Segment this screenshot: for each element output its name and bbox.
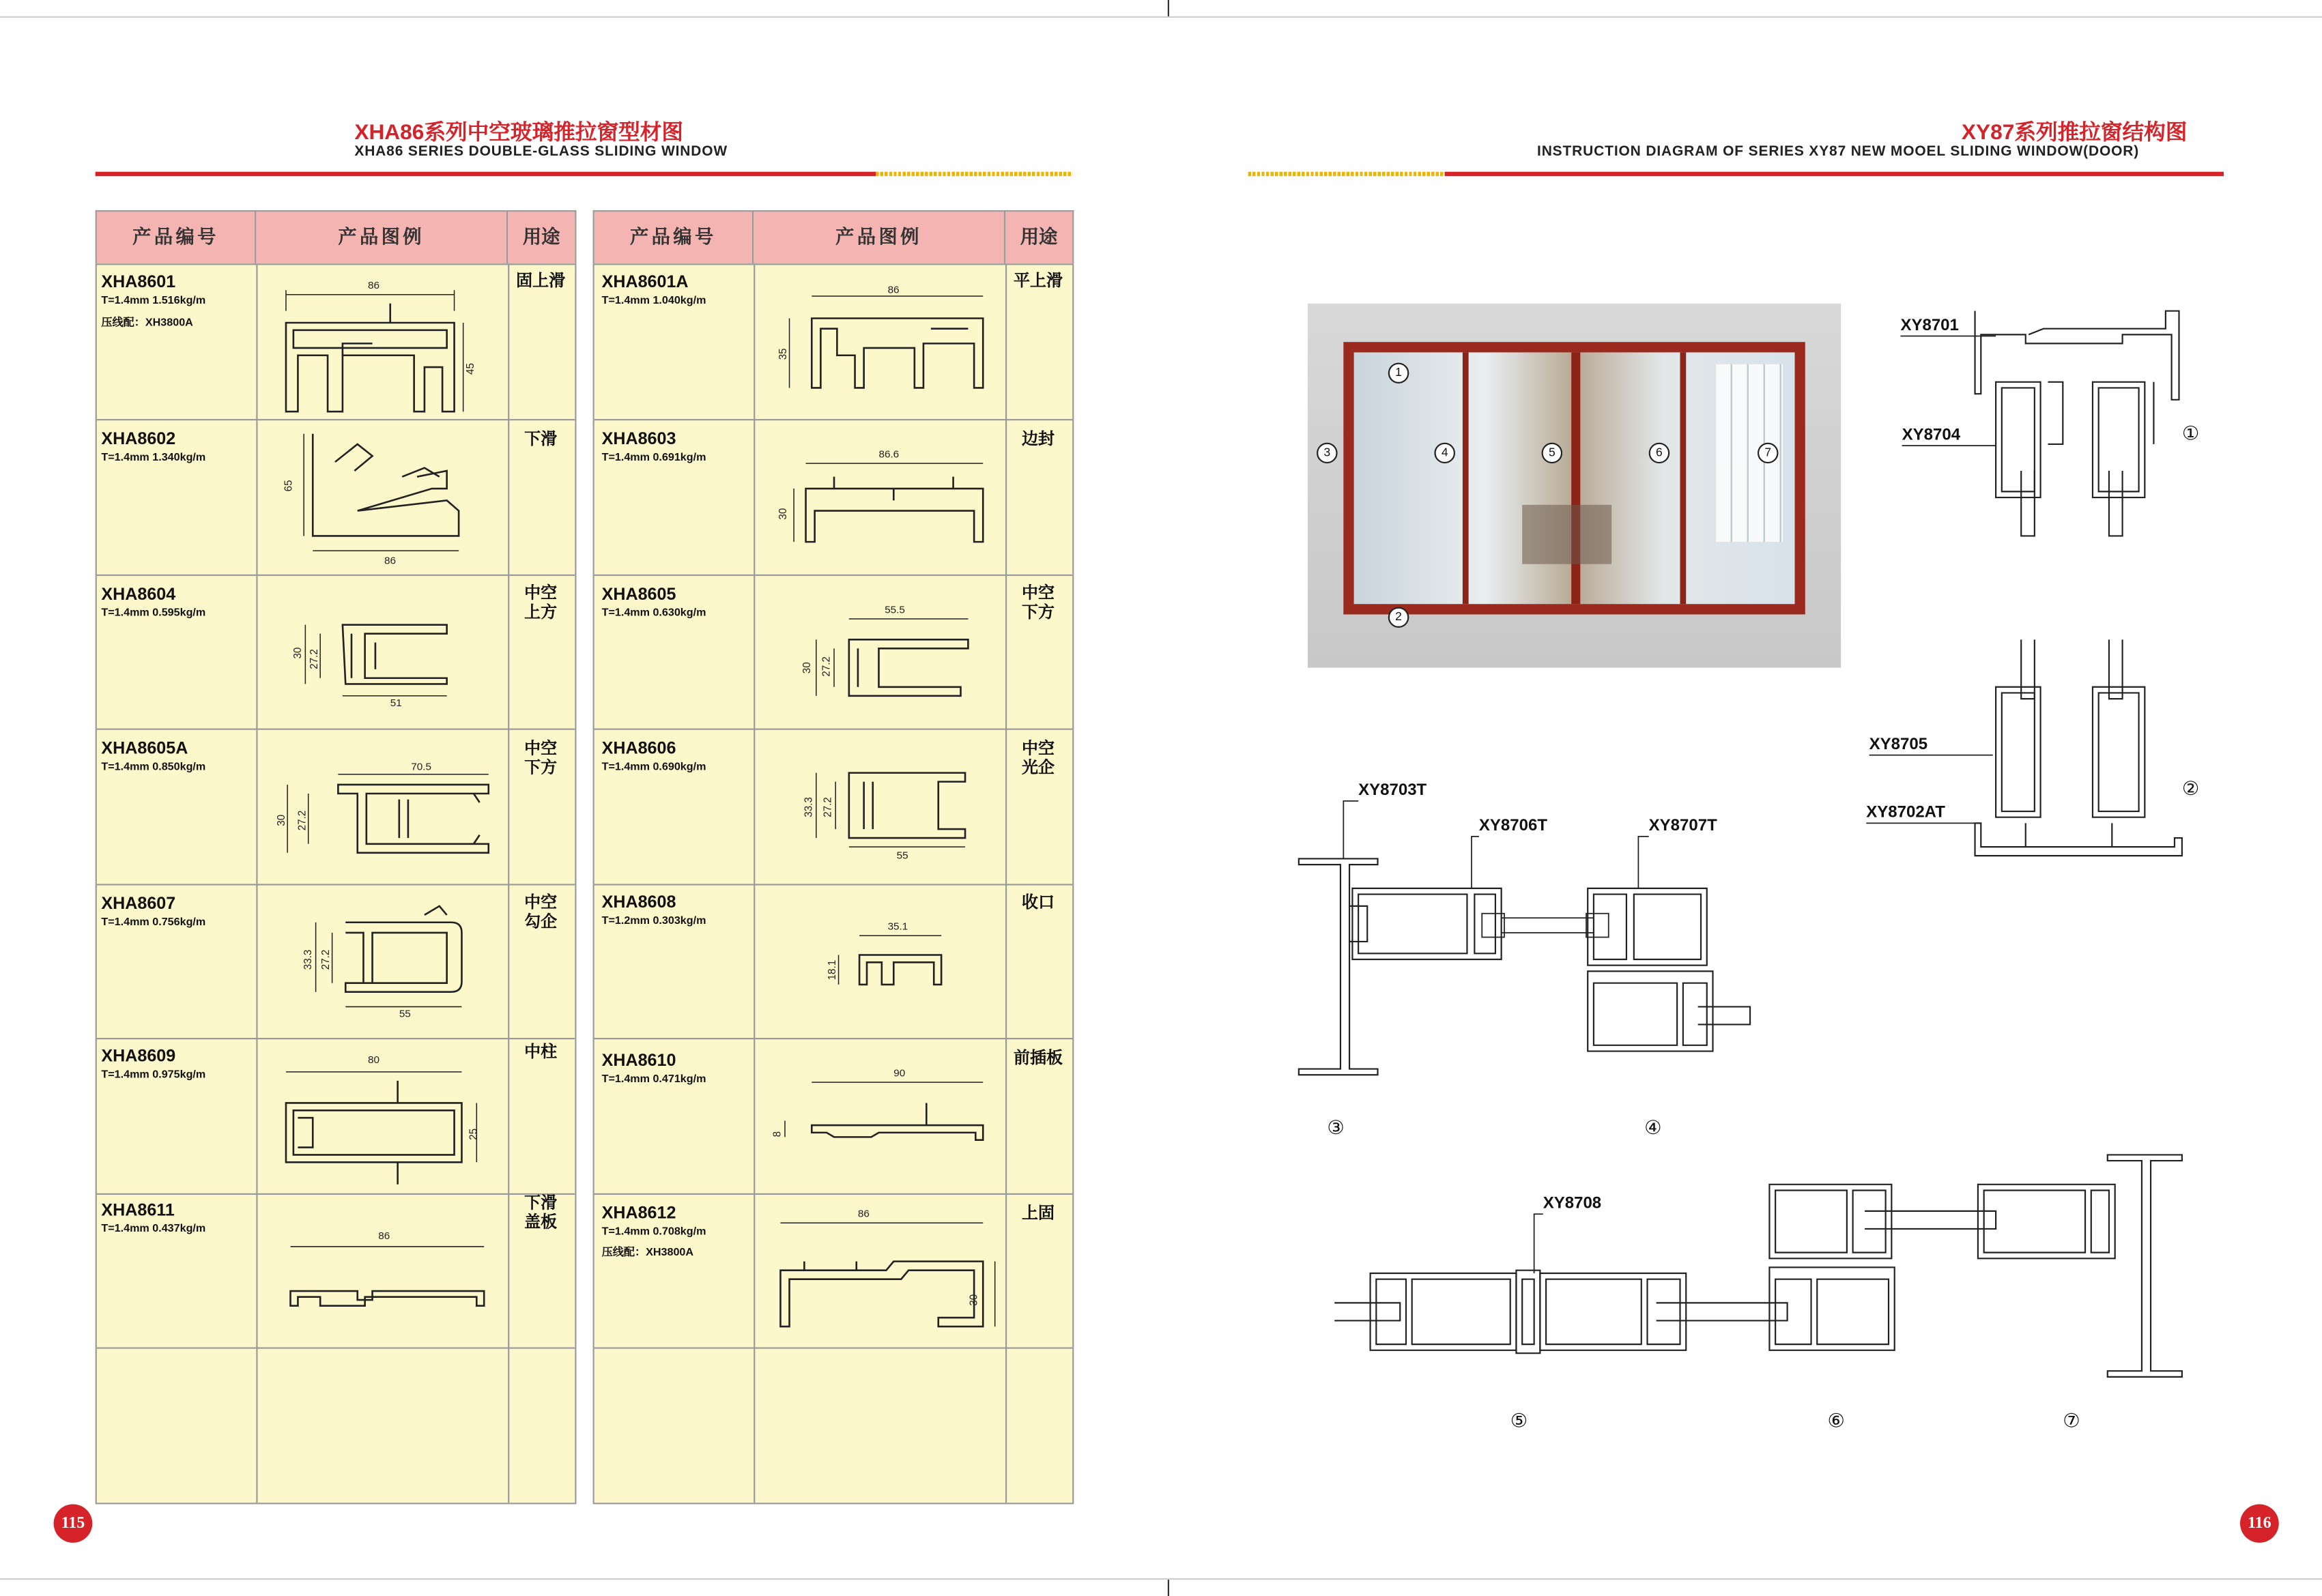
table-row-note: 压线配：XH3800A <box>601 1245 694 1259</box>
section-number: ③ <box>1327 1116 1345 1139</box>
dim-label: 55 <box>399 1008 411 1020</box>
photo-marker: 7 <box>1758 443 1779 463</box>
table-row-spec: T=1.4mm 0.850kg/m <box>101 759 206 773</box>
dim-label: 51 <box>390 697 402 709</box>
dim-label: 27.2 <box>820 656 833 677</box>
table-row-use: 上固 <box>1021 1205 1055 1223</box>
right-page-subtitle: INSTRUCTION DIAGRAM OF SERIES XY87 NEW MOOEL SLIDING WINDOW(DOOR) <box>1536 143 2140 160</box>
photo-marker: 6 <box>1649 443 1670 463</box>
dim-label: 45 <box>464 363 476 375</box>
dim-label: 55 <box>896 850 908 862</box>
section-number: ⑥ <box>1827 1409 1845 1432</box>
table-row-code: XHA8605A <box>101 740 188 758</box>
dim-label: 27.2 <box>296 810 309 831</box>
table-row-spec: T=1.4mm 0.630kg/m <box>601 605 706 619</box>
table-row-use: 中空 下方 <box>524 740 558 778</box>
dim-label: 86 <box>367 280 379 292</box>
section-number: ⑤ <box>1510 1409 1528 1432</box>
table-row-spec: T=1.4mm 0.595kg/m <box>101 605 206 619</box>
photo-marker: 1 <box>1388 363 1409 383</box>
table-row-code: XHA8604 <box>101 586 176 605</box>
dim-label: 8 <box>771 1131 784 1137</box>
header-code-2: 产品编号 <box>594 212 752 263</box>
dim-label: 35 <box>777 348 790 360</box>
section-2-drawing <box>1975 639 2182 856</box>
header-use-2: 用途 <box>1005 212 1072 263</box>
dim-label: 27.2 <box>320 949 332 970</box>
dim-label: 70.5 <box>411 761 431 773</box>
dim-label: 90 <box>893 1067 906 1079</box>
section-number: ⑦ <box>2063 1409 2080 1432</box>
photo-marker: 5 <box>1542 443 1563 463</box>
photo-marker: 4 <box>1434 443 1455 463</box>
header-use-1: 用途 <box>508 212 575 263</box>
table-row-code: XHA8612 <box>601 1205 676 1223</box>
header-figure-2: 产品图例 <box>754 212 1004 263</box>
dim-label: 30 <box>968 1294 980 1306</box>
dim-label: 86 <box>857 1208 870 1220</box>
photo-marker: 2 <box>1388 607 1409 628</box>
right-page-title: XY87系列推拉窗结构图 <box>1961 121 2188 145</box>
table-row-code: XHA8605 <box>601 586 676 605</box>
dim-label: 86 <box>378 1230 390 1243</box>
table-row-code: XHA8611 <box>101 1202 175 1220</box>
label-xy8702at: XY8702AT <box>1866 804 1945 822</box>
label-xy8703t: XY8703T <box>1358 781 1427 800</box>
dim-label: 35.1 <box>887 920 908 933</box>
table-row-use: 收口 <box>1021 894 1055 912</box>
table-row-use: 下滑 盖板 <box>524 1194 558 1232</box>
table-row-use: 中空 上方 <box>524 585 558 622</box>
dim-label: 30 <box>291 647 304 659</box>
dim-label: 25 <box>468 1128 480 1140</box>
dim-label: 65 <box>283 480 295 492</box>
table-row-spec: T=1.2mm 0.303kg/m <box>601 913 706 927</box>
table-row-use: 中空 光企 <box>1021 740 1055 778</box>
table-row-use: 下滑 <box>524 431 558 449</box>
label-xy8706t: XY8706T <box>1478 817 1548 835</box>
table-row-code: XHA8602 <box>101 431 176 449</box>
dim-label: 30 <box>801 662 814 674</box>
table-row-spec: T=1.4mm 0.756kg/m <box>101 914 206 929</box>
table-row-spec: T=1.4mm 1.516kg/m <box>101 293 206 307</box>
table-row-use: 边封 <box>1021 431 1055 449</box>
dim-label: 86 <box>887 284 900 296</box>
table-row-code: XHA8601 <box>101 274 176 292</box>
label-xy8708: XY8708 <box>1543 1194 1602 1213</box>
table-row-code: XHA8609 <box>101 1048 176 1067</box>
dim-label: 80 <box>367 1054 379 1066</box>
dim-label: 86 <box>384 555 396 567</box>
table-row-spec: T=1.4mm 1.040kg/m <box>601 293 706 307</box>
header-code-1: 产品编号 <box>97 212 255 263</box>
header-figure-1: 产品图例 <box>256 212 506 263</box>
table-row-note: 压线配：XH3800A <box>101 315 193 329</box>
dim-label: 27.2 <box>822 797 834 817</box>
table-row-spec: T=1.4mm 0.437kg/m <box>101 1221 206 1235</box>
dim-label: 27.2 <box>308 649 320 669</box>
section-3-4-drawing <box>1299 858 1750 1075</box>
table-row-spec: T=1.4mm 0.691kg/m <box>601 450 706 464</box>
dim-label: 33.3 <box>803 797 815 817</box>
section-number: ① <box>2181 422 2200 444</box>
dim-label: 18.1 <box>827 959 839 981</box>
section-number: ② <box>2181 777 2200 800</box>
table-row-spec: T=1.4mm 0.975kg/m <box>101 1067 206 1081</box>
label-xy8707t: XY8707T <box>1648 817 1717 835</box>
table-row-use: 固上滑 <box>516 272 566 291</box>
label-xy8705: XY8705 <box>1869 736 1928 754</box>
left-page-subtitle: XHA86 SERIES DOUBLE-GLASS SLIDING WINDOW <box>354 143 728 160</box>
dim-label: 33.3 <box>302 949 315 970</box>
page-number-right: 116 <box>2240 1504 2279 1542</box>
dim-label: 86.6 <box>878 448 900 461</box>
label-xy8704: XY8704 <box>1902 426 1961 444</box>
table-row-use: 前插板 <box>1013 1049 1063 1068</box>
table-row-use: 平上滑 <box>1013 272 1063 291</box>
table-row-use: 中柱 <box>524 1043 558 1062</box>
table-row-code: XHA8603 <box>601 431 676 449</box>
dim-label: 55.5 <box>885 604 905 616</box>
table-row-spec: T=1.4mm 0.690kg/m <box>601 759 706 773</box>
table-row-code: XHA8607 <box>101 895 176 914</box>
photo-marker: 3 <box>1317 443 1338 463</box>
page-number-left: 115 <box>54 1504 93 1542</box>
section-number: ④ <box>1644 1116 1662 1139</box>
table-row-code: XHA8610 <box>601 1052 676 1071</box>
label-xy8701: XY8701 <box>1900 317 1959 335</box>
table-row-use: 中空 勾企 <box>524 894 558 931</box>
table-row-spec: T=1.4mm 0.471kg/m <box>601 1071 706 1086</box>
table-row-spec: T=1.4mm 0.708kg/m <box>601 1224 706 1238</box>
table-row-use: 中空 下方 <box>1021 585 1055 622</box>
table-row-code: XHA8601A <box>601 274 689 292</box>
section-5-6-7-drawing <box>1334 1155 2182 1376</box>
table-row-spec: T=1.4mm 1.340kg/m <box>101 450 206 464</box>
left-page-title: XHA86系列中空玻璃推拉窗型材图 <box>354 121 684 145</box>
table-row-code: XHA8608 <box>601 894 676 912</box>
table-row-code: XHA8606 <box>601 740 676 758</box>
section-1-drawing <box>1975 311 2179 536</box>
dim-label: 30 <box>275 814 287 826</box>
dim-label: 30 <box>777 508 790 520</box>
